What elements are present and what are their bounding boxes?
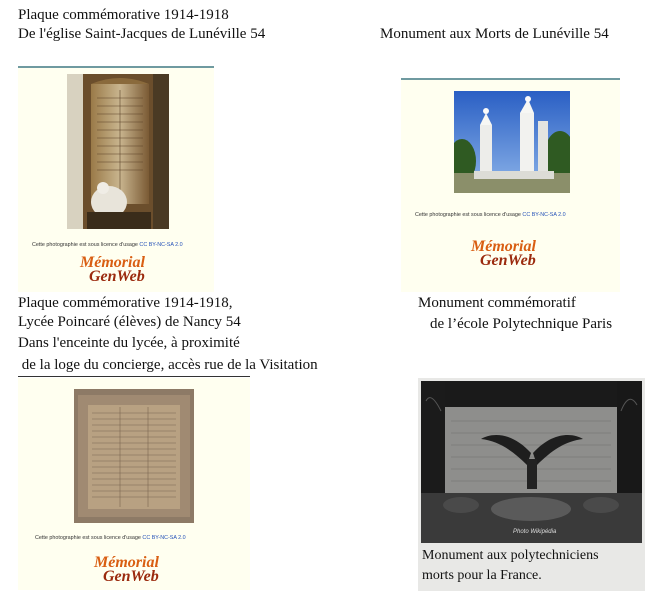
license-notice: Cette photographie est sous licence d'usage CC BY-NC-SA 2.0 xyxy=(32,242,183,248)
cc-license-link[interactable]: CC BY-NC-SA 2.0 xyxy=(522,212,566,218)
memorial-genweb-logo: Mémorial GenWeb xyxy=(471,238,536,269)
photo-card-polytechnique[interactable] xyxy=(418,378,645,591)
plaque-lycee-school: Lycée Poincaré (élèves) de Nancy 54 xyxy=(18,314,241,330)
church-plaque-image xyxy=(67,74,169,229)
polytechnique-subtitle: de l’école Polytechnique Paris xyxy=(430,316,613,332)
memorial-genweb-logo: Mémorial GenWeb xyxy=(94,554,159,585)
plaque-st-jacques-location: De l'église Saint-Jacques de Lunéville 54 xyxy=(18,26,266,42)
polytechnique-memorial-image xyxy=(421,381,642,543)
plaque-st-jacques-title: Plaque commémorative 1914-1918 xyxy=(18,7,229,23)
license-notice: Cette photographie est sous licence d'usage CC BY-NC-SA 2.0 xyxy=(35,535,186,541)
plaque-lycee-title: Plaque commémorative 1914-1918, xyxy=(18,295,233,311)
divider xyxy=(18,376,250,377)
photo-card-luneville[interactable] xyxy=(401,80,620,292)
school-plaque-image xyxy=(74,389,194,523)
monument-luneville-title: Monument aux Morts de Lunéville 54 xyxy=(380,26,609,42)
photo-st-jacques-plaque[interactable] xyxy=(67,74,169,229)
polytechnique-title: Monument commémoratif xyxy=(418,295,576,311)
polytechnique-caption-line2: morts pour la France. xyxy=(422,568,542,583)
war-memorial-image xyxy=(454,91,570,193)
license-notice: Cette photographie est sous licence d'usage CC BY-NC-SA 2.0 xyxy=(415,212,566,218)
plaque-lycee-access: de la loge du concierge, accès rue de la Visitation xyxy=(18,357,318,373)
photo-luneville-monument[interactable] xyxy=(454,91,570,193)
memorial-genweb-logo: Mémorial GenWeb xyxy=(80,254,145,285)
plaque-lycee-location: Dans l'enceinte du lycée, à proximité xyxy=(18,335,240,351)
cc-license-link[interactable]: CC BY-NC-SA 2.0 xyxy=(139,242,183,248)
polytechnique-caption-line1: Monument aux polytechniciens xyxy=(422,548,599,563)
photo-lycee-plaque[interactable] xyxy=(74,389,194,523)
photo-credit: Photo Wikipédia xyxy=(513,529,557,535)
cc-license-link[interactable]: CC BY-NC-SA 2.0 xyxy=(142,535,186,541)
photo-polytechnique-monument[interactable] xyxy=(421,381,642,543)
photo-card-st-jacques[interactable] xyxy=(18,68,214,292)
photo-card-lycee[interactable] xyxy=(18,378,250,590)
